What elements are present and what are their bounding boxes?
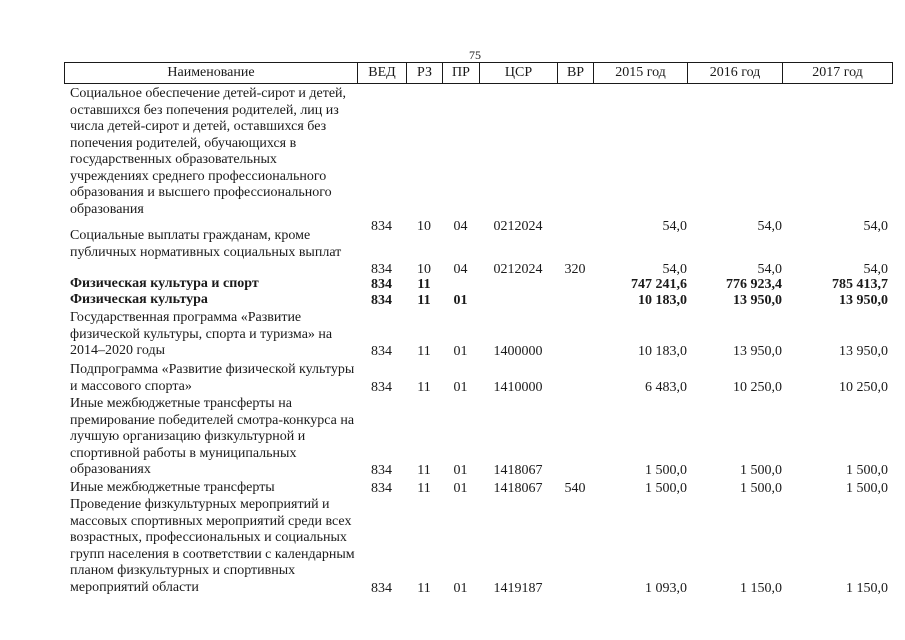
- code-rz: 11: [417, 293, 431, 308]
- value-2015: 10 183,0: [638, 293, 687, 308]
- code-pr: 01: [453, 379, 468, 395]
- header-name: Наименование: [167, 65, 255, 80]
- code-vr: 320: [564, 262, 586, 277]
- code-ved: 834: [371, 379, 392, 395]
- code-csr: 1410000: [493, 379, 543, 395]
- code-rz: 10: [417, 219, 431, 234]
- code-rz: 11: [417, 481, 431, 496]
- value-2016: 54,0: [757, 219, 782, 234]
- value-2016: 10 250,0: [733, 379, 782, 395]
- code-csr: 1400000: [493, 344, 543, 359]
- value-2016: 1 150,0: [740, 580, 782, 596]
- row-name: Государственная программа «Развитие физической культуры, спорта и туризма» на 2014–2020 годы: [70, 310, 333, 358]
- value-2017: 1 150,0: [846, 580, 888, 596]
- row-name: Проведение физкультурных мероприятий и массовых спортивных мероприятий среди всех возрастных, профессиональных и социальных групп населения в соответствии с календарным планом физкультурных и спортивных мероприятий области: [70, 497, 355, 595]
- value-2017: 13 950,0: [839, 293, 888, 308]
- value-2017: 1 500,0: [846, 463, 888, 478]
- value-2015: 10 183,0: [638, 344, 687, 359]
- code-ved: 834: [371, 277, 392, 292]
- code-pr: 01: [453, 580, 468, 596]
- value-2016: 13 950,0: [733, 293, 782, 308]
- value-2017: 10 250,0: [839, 379, 888, 395]
- value-2016: 1 500,0: [740, 463, 782, 478]
- value-2015: 54,0: [662, 219, 687, 234]
- header-csr: ЦСР: [479, 63, 557, 83]
- value-2015: 54,0: [662, 262, 687, 277]
- value-2017: 13 950,0: [839, 344, 888, 359]
- code-csr: 0212024: [493, 219, 543, 234]
- code-pr: 01: [453, 463, 468, 478]
- code-rz: 11: [417, 344, 431, 359]
- page-number: 75: [469, 48, 481, 62]
- code-ved: 834: [371, 463, 392, 478]
- value-2017: 54,0: [863, 219, 888, 234]
- code-ved: 834: [371, 344, 392, 359]
- code-ved: 834: [371, 481, 392, 496]
- header-rz: РЗ: [406, 63, 442, 83]
- value-2016: 13 950,0: [733, 344, 782, 359]
- code-pr: 01: [453, 293, 468, 308]
- value-2016: 776 923,4: [726, 277, 782, 292]
- value-2017: 1 500,0: [846, 481, 888, 496]
- row-name: Физическая культура: [70, 292, 208, 307]
- value-2016: 54,0: [757, 262, 782, 277]
- code-rz: 11: [417, 379, 431, 395]
- row-name: Физическая культура и спорт: [70, 276, 259, 291]
- value-2017: 785 413,7: [832, 277, 888, 292]
- code-pr: 04: [453, 262, 468, 277]
- value-2015: 1 500,0: [645, 463, 687, 478]
- code-ved: 834: [371, 262, 392, 277]
- row-name: Иные межбюджетные трансферты на премирование победителей смотра-конкурса на лучшую организацию физкультурной и спортивной работы в муниципальных образованиях: [70, 396, 355, 477]
- value-2017: 54,0: [863, 262, 888, 277]
- header-ved: ВЕД: [357, 63, 406, 83]
- table-header: [64, 62, 893, 84]
- row-name: Иные межбюджетные трансферты: [70, 480, 275, 495]
- code-vr: 540: [564, 481, 586, 496]
- code-pr: 01: [453, 344, 468, 359]
- code-csr: 1418067: [493, 481, 543, 496]
- header-2015: 2015 год: [593, 63, 687, 83]
- row-name: Социальные выплаты гражданам, кроме публичных нормативных социальных выплат: [70, 228, 342, 260]
- code-csr: 1419187: [493, 580, 543, 596]
- header-vr: ВР: [557, 63, 593, 83]
- code-rz: 11: [417, 463, 431, 478]
- code-csr: 0212024: [493, 262, 543, 277]
- code-ved: 834: [371, 293, 392, 308]
- code-rz: 10: [417, 262, 431, 277]
- row-name: Подпрограмма «Развитие физической культуры и массового спорта»: [70, 362, 355, 394]
- code-pr: 04: [453, 219, 468, 234]
- value-2015: 6 483,0: [645, 379, 687, 395]
- header-2017: 2017 год: [782, 63, 892, 83]
- value-2015: 747 241,6: [631, 277, 687, 292]
- value-2016: 1 500,0: [740, 481, 782, 496]
- value-2015: 1 500,0: [645, 481, 687, 496]
- value-2015: 1 093,0: [645, 580, 687, 596]
- code-csr: 1418067: [493, 463, 543, 478]
- header-2016: 2016 год: [687, 63, 782, 83]
- code-ved: 834: [371, 580, 392, 596]
- code-rz: 11: [417, 580, 431, 596]
- code-pr: 01: [453, 481, 468, 496]
- row-name: Социальное обеспечение детей-сирот и детей, оставшихся без попечения родителей, лиц из числа детей-сирот и детей, оставшихся без попечения родителей, обучающихся в государственных образовательных учреждениях среднего профессионального образования и высшего профессионального образования: [70, 86, 347, 217]
- code-rz: 11: [417, 277, 431, 292]
- code-ved: 834: [371, 219, 392, 234]
- header-pr: ПР: [442, 63, 479, 83]
